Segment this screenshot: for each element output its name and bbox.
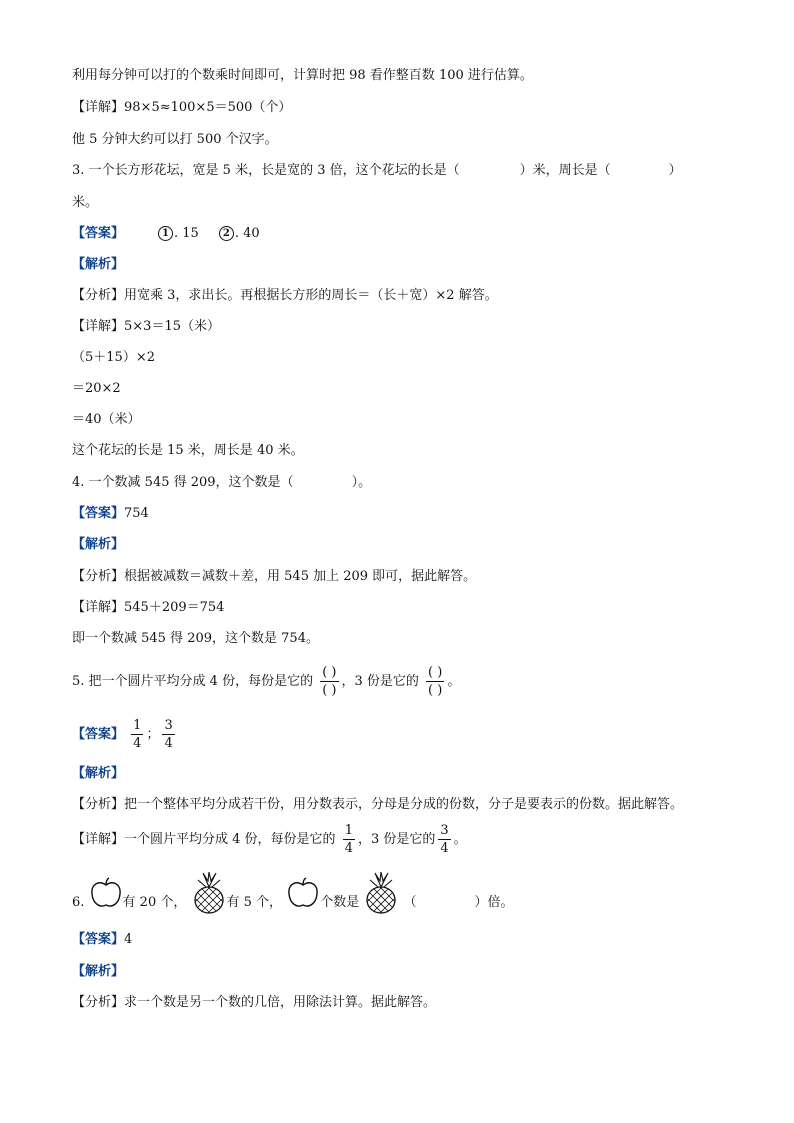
analysis-heading-3: 【解析】 [72, 257, 125, 272]
fraction-one-quarter: $\frac{1}{4}$ [133, 718, 142, 751]
blank-fraction: $\frac{( )}{( )}$ [322, 665, 337, 698]
detail-3: 【详解】5×3＝15（米） [72, 319, 220, 334]
analysis-heading-4: 【解析】 [72, 537, 125, 552]
calc-line: ＝20×2 [72, 381, 121, 396]
detail-4: 【详解】545＋209＝754 [72, 600, 225, 615]
analysis-6: 【分析】求一个数是另一个数的几倍，用除法计算。据此解答。 [72, 995, 437, 1010]
fraction-three-quarters: $\frac{3}{4}$ [164, 718, 173, 751]
answer-3: 【答案】 1 . 15 2 . 40 [72, 226, 260, 241]
blank-fraction: $\frac{( )}{( )}$ [428, 665, 443, 698]
question-4: 4. 一个数减 545 得 209，这个数是（ ）。 [72, 475, 372, 490]
calc-line: ＝40（米） [72, 412, 141, 427]
analysis-5: 【分析】把一个整体平均分成若干份，用分数表示，分母是分成的份数，分子是要表示的份数。据此解答。 [72, 797, 684, 812]
fraction-one-quarter: $\frac{1}{4}$ [344, 823, 353, 856]
pineapple-icon [191, 871, 227, 934]
calc-line: （5＋15）×2 [72, 350, 155, 365]
circled-number-2: 2 [219, 226, 234, 241]
answer-5: 【答案】 $\frac{1}{4}$ ； $\frac{3}{4}$ [72, 718, 173, 751]
answer-6: 【答案】4 [72, 932, 133, 947]
analysis-4: 【分析】根据被减数＝减数＋差，用 545 加上 209 即可，据此解答。 [72, 569, 477, 584]
detail-5: 【详解】一个圆片平均分成 4 份，每份是它的 $\frac{1}{4}$ ，3 份是它的 $\frac{3}{4}$ 。 [72, 823, 467, 856]
question-3-cont: 米。 [72, 195, 99, 210]
analysis-heading-6: 【解析】 [72, 964, 125, 979]
apple-icon [286, 876, 320, 929]
text-line: 利用每分钟可以打的个数乘时间即可，计算时把 98 看作整百数 100 进行估算。 [72, 68, 533, 83]
pineapple-icon [363, 871, 399, 934]
analysis-3: 【分析】用宽乘 3，求出长。再根据长方形的周长＝（长＋宽）×2 解答。 [72, 288, 498, 303]
conclusion-4: 即一个数减 545 得 209，这个数是 754。 [72, 631, 319, 646]
text-line: 他 5 分钟大约可以打 500 个汉字。 [72, 132, 278, 147]
detail-line: 【详解】98×5≈100×5＝500（个） [72, 100, 292, 115]
conclusion-3: 这个花坛的长是 15 米，周长是 40 米。 [72, 443, 304, 458]
circled-number-1: 1 [158, 226, 173, 241]
question-5: 5. 把一个圆片平均分成 4 份，每份是它的 $\frac{( )}{( )}$ ，3 份是它的 $\frac{( )}{( )}$ 。 [72, 665, 461, 698]
fraction-three-quarters: $\frac{3}{4}$ [440, 823, 449, 856]
analysis-heading-5: 【解析】 [72, 766, 125, 781]
question-6: 6. 有 20 个， 有 5 个， 个数是 （ ）倍。 [72, 871, 514, 934]
apple-icon [89, 876, 123, 929]
question-3: 3. 一个长方形花坛，宽是 5 米，长是宽的 3 倍，这个花坛的长是（ ）米，周长是（ ） [72, 163, 682, 178]
answer-4: 【答案】754 [72, 506, 149, 521]
